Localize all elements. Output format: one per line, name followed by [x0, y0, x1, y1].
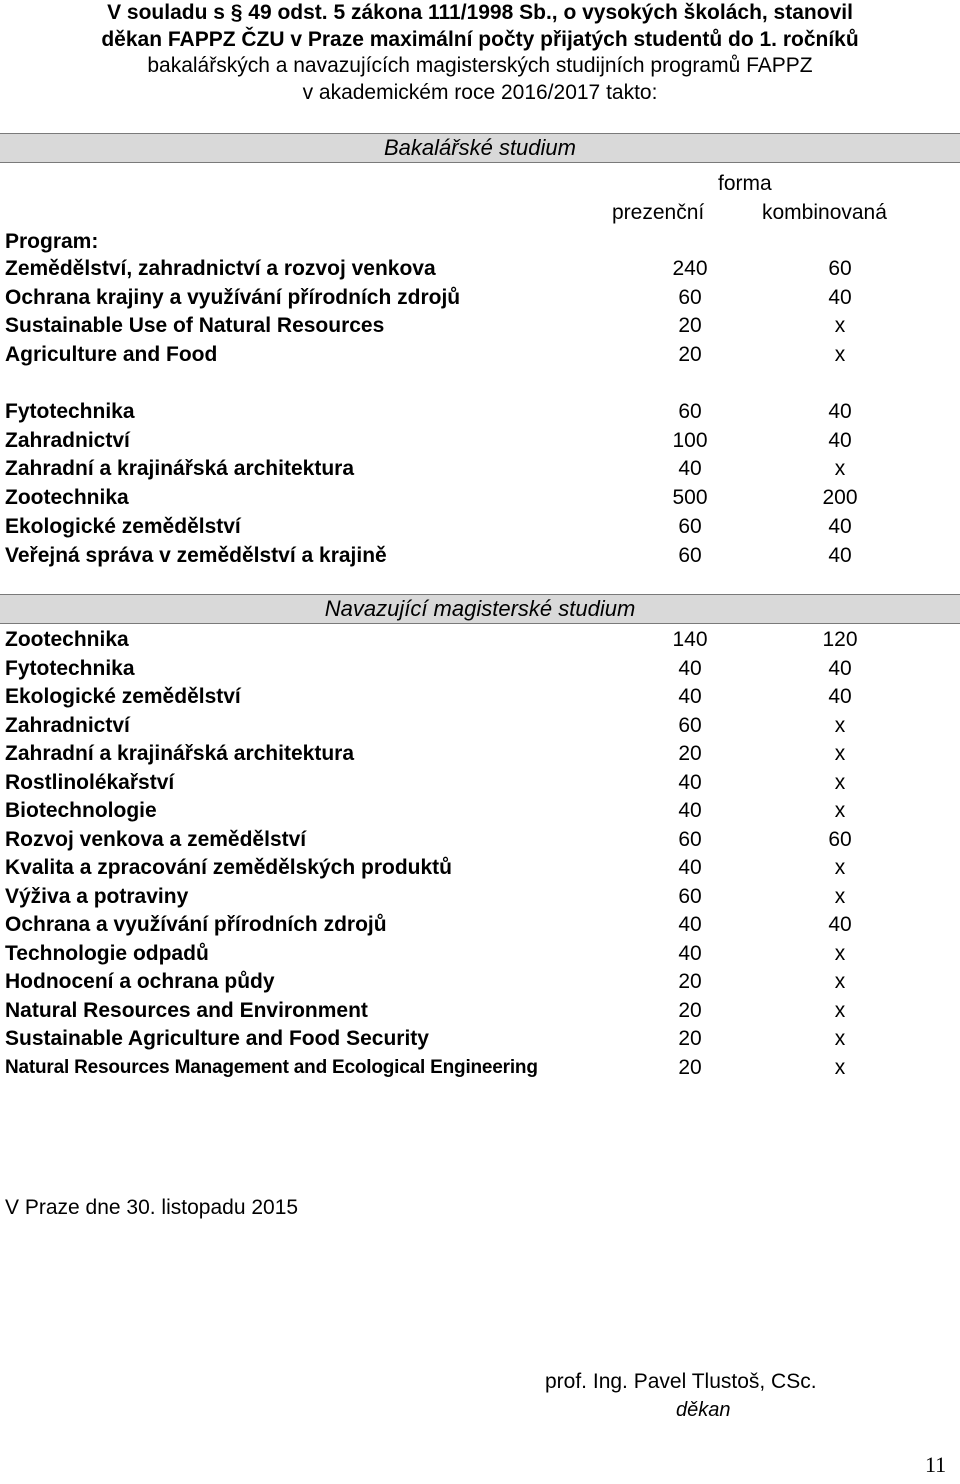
program-name: Fytotechnika — [5, 656, 135, 680]
full-time-count: 40 — [678, 913, 702, 936]
program-name: Fytotechnika — [5, 400, 135, 423]
combined-count: x — [834, 343, 846, 367]
full-time-count: 40 — [678, 941, 702, 965]
combined-count: x — [834, 457, 846, 481]
program-name: Veřejná správa v zemědělství a krajině — [5, 543, 387, 567]
table-row — [5, 255, 960, 283]
combined-count: 40 — [828, 285, 852, 309]
combined-count: 40 — [828, 514, 852, 538]
full-time-count: 40 — [678, 770, 702, 794]
signatory-role: děkan — [676, 1399, 731, 1421]
combined-count: x — [834, 884, 846, 908]
combined-count: x — [834, 941, 846, 965]
program-name: Rostlinolékařství — [5, 770, 175, 794]
combined-count: 40 — [828, 656, 852, 680]
program-name: Sustainable Agriculture and Food Security — [5, 1027, 429, 1050]
program-name: Natural Resources Management and Ecological Engineering — [5, 1056, 538, 1078]
table-row — [5, 284, 960, 312]
combined-count: 40 — [828, 400, 852, 423]
full-time-count: 40 — [678, 685, 702, 708]
program-name: Zahradní a krajinářská architektura — [5, 742, 354, 765]
combined-count: 60 — [828, 827, 852, 851]
table-row — [5, 484, 960, 512]
full-time-count: 60 — [678, 884, 702, 908]
table-row — [5, 883, 960, 911]
program-name: Ochrana krajiny a využívání přírodních zdrojů — [5, 285, 461, 309]
full-time-count: 60 — [678, 827, 702, 851]
full-time-count: 500 — [672, 486, 708, 510]
program-name: Technologie odpadů — [5, 941, 209, 965]
full-time-count: 20 — [678, 314, 702, 338]
combined-count: 40 — [828, 685, 852, 708]
combined-count: 40 — [828, 543, 852, 567]
combined-count: x — [834, 770, 846, 794]
full-time-count: 20 — [678, 970, 702, 993]
table-row — [5, 854, 960, 882]
intro-line-4: v akademickém roce 2016/2017 takto: — [302, 80, 658, 104]
program-name: Ekologické zemědělství — [5, 685, 241, 708]
combined-count: x — [834, 998, 846, 1022]
combined-count: x — [834, 314, 846, 338]
column-prezencni: prezenční — [612, 201, 705, 224]
table-row — [5, 513, 960, 541]
program-name: Zootechnika — [5, 486, 129, 510]
program-name: Zahradnictví — [5, 713, 130, 737]
table-row — [5, 683, 960, 711]
table-row — [5, 712, 960, 740]
table-row — [5, 968, 960, 996]
full-time-count: 60 — [678, 543, 702, 567]
program-name: Agriculture and Food — [5, 343, 218, 367]
full-time-count: 100 — [672, 428, 708, 452]
table-row — [5, 740, 960, 768]
program-name: Zootechnika — [5, 628, 129, 651]
full-time-count: 140 — [672, 628, 708, 651]
full-time-count: 40 — [678, 856, 702, 879]
intro-line-2: děkan FAPPZ ČZU v Praze maximální počty přijatých studentů do 1. ročníků — [101, 27, 859, 51]
program-name: Zahradní a krajinářská architektura — [5, 457, 354, 481]
full-time-count: 40 — [678, 457, 702, 481]
forma-label: forma — [718, 172, 772, 195]
table-row — [5, 398, 960, 426]
combined-count: x — [834, 1027, 846, 1050]
program-name: Rozvoj venkova a zemědělství — [5, 827, 307, 851]
intro-paragraph — [0, 0, 960, 106]
table-row — [5, 626, 960, 654]
combined-count: 120 — [822, 628, 858, 651]
table-row — [5, 1054, 960, 1082]
intro-line-1: V souladu s § 49 odst. 5 zákona 111/1998 Sb., o vysokých školách, stanovil — [107, 1, 853, 24]
program-name: Natural Resources and Environment — [5, 998, 368, 1022]
signatory-name: prof. Ing. Pavel Tlustoš, CSc. — [545, 1370, 817, 1393]
full-time-count: 60 — [678, 514, 702, 538]
full-time-count: 20 — [678, 1027, 702, 1050]
combined-count: 60 — [828, 257, 852, 280]
combined-count: x — [834, 713, 846, 737]
program-name: Zemědělství, zahradnictví a rozvoj venkova — [5, 257, 436, 280]
table-row — [5, 997, 960, 1025]
page-number: 11 — [925, 1452, 947, 1477]
table-row — [5, 826, 960, 854]
table-row — [5, 427, 960, 455]
program-name: Hodnocení a ochrana půdy — [5, 970, 275, 993]
combined-count: 200 — [822, 486, 858, 510]
table-row — [5, 797, 960, 825]
combined-count: x — [834, 856, 846, 879]
table-row — [5, 1025, 960, 1053]
table-row — [5, 940, 960, 968]
combined-count: x — [834, 799, 846, 822]
combined-count: x — [834, 1055, 846, 1079]
intro-line-3: bakalářských a navazujících magisterských studijních programů FAPPZ — [147, 54, 813, 77]
program-name: Kvalita a zpracování zemědělských produktů — [5, 856, 452, 879]
program-label: Program: — [5, 230, 99, 253]
full-time-count: 20 — [678, 1055, 702, 1079]
bachelor-section-header: Bakalářské studium — [0, 133, 960, 163]
program-name: Ochrana a využívání přírodních zdrojů — [5, 913, 387, 936]
full-time-count: 40 — [678, 656, 702, 680]
table-row — [5, 341, 960, 369]
combined-count: x — [834, 970, 846, 993]
full-time-count: 20 — [678, 742, 702, 765]
table-row — [5, 455, 960, 483]
column-kombinovana: kombinovaná — [762, 201, 887, 224]
table-row — [5, 655, 960, 683]
full-time-count: 60 — [678, 713, 702, 737]
combined-count: 40 — [828, 428, 852, 452]
full-time-count: 20 — [678, 343, 702, 367]
program-name: Výživa a potraviny — [5, 884, 189, 908]
place-and-date: V Praze dne 30. listopadu 2015 — [5, 1196, 299, 1219]
full-time-count: 20 — [678, 998, 702, 1022]
full-time-count: 60 — [678, 285, 702, 309]
table-row — [5, 911, 960, 939]
table-row — [5, 312, 960, 340]
combined-count: x — [834, 742, 846, 765]
program-name: Sustainable Use of Natural Resources — [5, 314, 385, 338]
master-section-header: Navazující magisterské studium — [0, 594, 960, 624]
full-time-count: 60 — [678, 400, 702, 423]
program-name: Ekologické zemědělství — [5, 514, 241, 538]
program-name: Biotechnologie — [5, 799, 157, 822]
table-row — [5, 769, 960, 797]
full-time-count: 40 — [678, 799, 702, 822]
table-row — [5, 542, 960, 570]
combined-count: 40 — [828, 913, 852, 936]
full-time-count: 240 — [672, 257, 708, 280]
program-name: Zahradnictví — [5, 428, 130, 452]
